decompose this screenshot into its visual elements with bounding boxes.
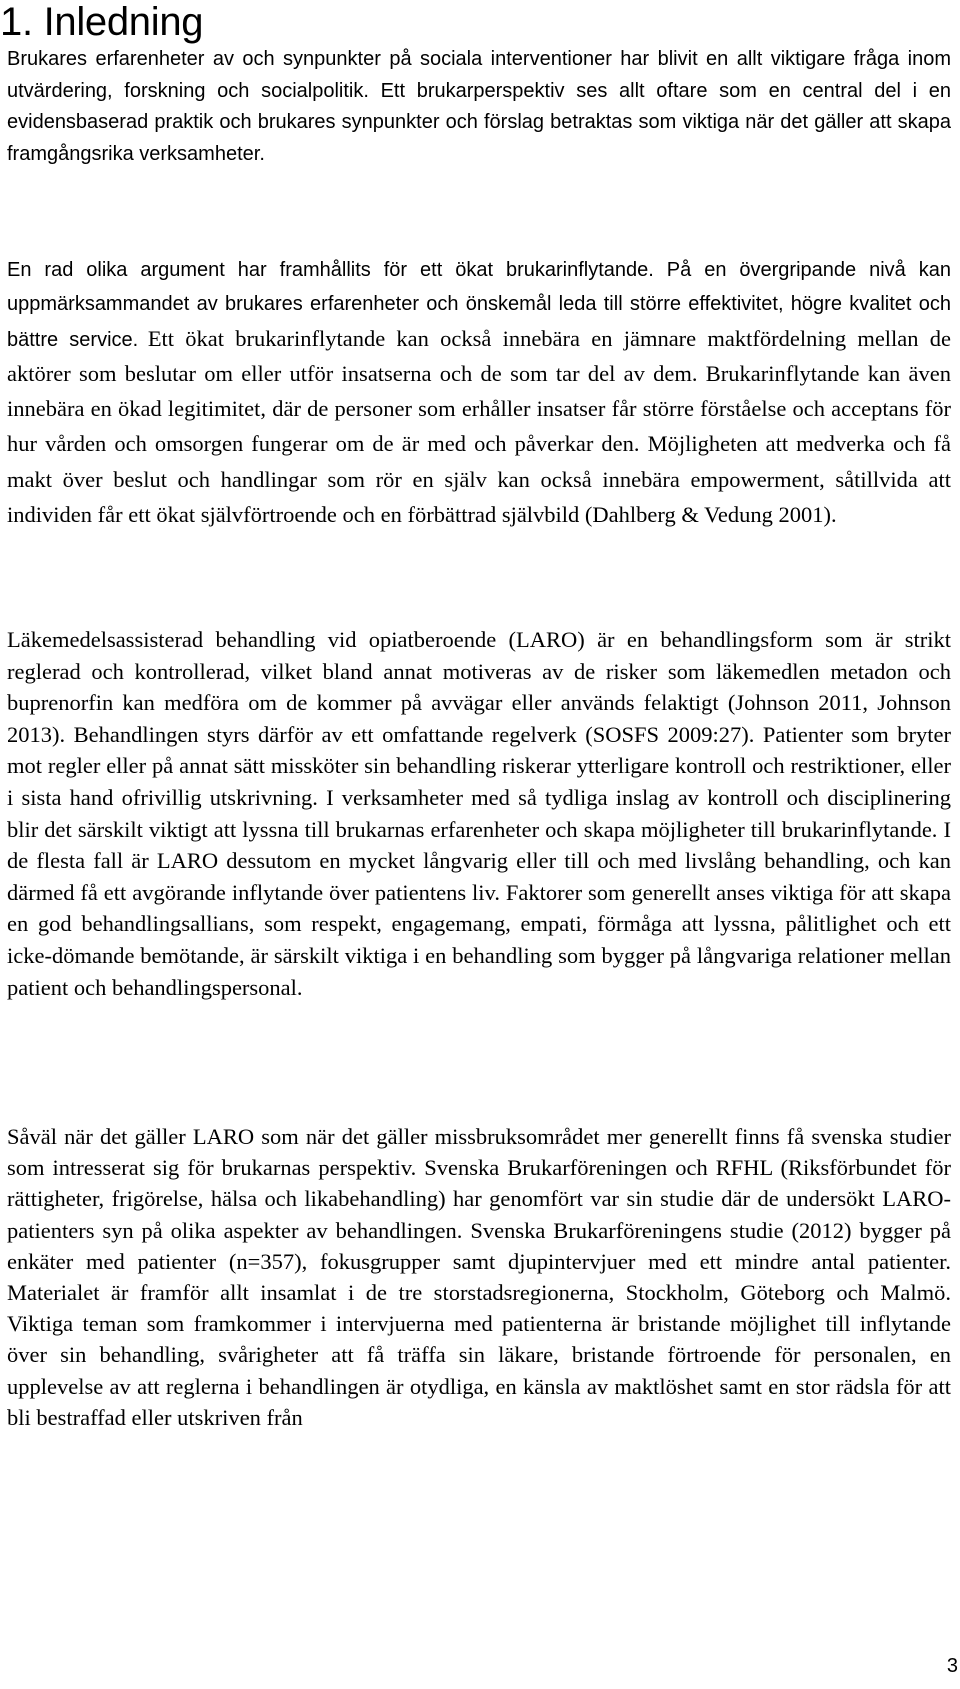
laro-paragraph: Läkemedelsassisterad behandling vid opiatberoende (LARO) är en behandlingsform som är strikt reglerad och kontrollerad, vilket bland annat motiveras av de risker som läkemedlen metadon och buprenorfin kan medföra om de kommer på avvägar eller används felaktigt (Johnson 2011, Johnson 2013). Behandlingen styrs därför av ett omfattande regelverk (SOSFS 2009:27). Patienter som bryter mot regler eller på annat sätt missköter sin behandling riskerar ytterligare kontroll och restriktioner, eller i sista hand ofrivillig utskrivning. I verksamheter med så tydliga inslag av kontroll och disciplinering blir det särskilt viktigt att lyssna till brukarnas erfarenheter och skapa möjligheter till brukarinflytande. I de flesta fall är LARO dessutom en mycket långvarig eller till och med livslång behandling, och kan därmed få ett avgörande inflytande över patientens liv. Faktorer som generellt anses viktiga för att skapa en god behandlingsallians, som respekt, engagemang, empati, förmåga att lyssna, pålitlighet och ett icke-dömande bemötande, är särskilt viktiga i en behandling som bygger på långvariga relationer mellan patient och behandlingspersonal. bbox=[7, 627, 951, 1000]
intro-paragraph: Brukares erfarenheter av och synpunkter på sociala interventioner har blivit en allt viktigare fråga inom utvärdering, forskning och socialpolitik. Ett brukarperspektiv ses allt oftare som en central del i en evidensbaserad praktik och brukares synpunkter och förslag betraktas som viktiga när det gäller att skapa framgångsrika verksamheter. bbox=[7, 48, 951, 165]
arguments-sentence-sans: En rad olika argument har framhållits för ett ökat brukarinflytande. På en övergripande nivå kan uppmärksammandet av brukares erfarenheter och önskemål leda till större effektivitet, högre kvalitet och bättre service. bbox=[7, 259, 951, 351]
arguments-paragraph bbox=[7, 254, 951, 534]
section-heading: 1. Inledning bbox=[0, 0, 204, 44]
studies-paragraph: Såväl när det gäller LARO som när det gäller missbruksområdet mer generellt finns få svenska studier som intresserat sig för brukarnas perspektiv. Svenska Brukarföreningen och RFHL (Riksförbundet för rättigheter, frigörelse, hälsa och likabehandling) har genomfört var sin studie där de undersökt LARO-patienters syn på olika aspekter av behandlingen. Svenska Brukarföreningens studie (2012) bygger på enkäter med patienter (n=357), fokusgrupper samt djupintervjuer med ett mindre antal patienter. Materialet är framför allt insamlat i de tre storstadsregionerna, Stockholm, Göteborg och Malmö. Viktiga teman som framkommer i intervjuerna med patienterna är bristande möjlighet till inflytande över sin behandling, svårigheter att få träffa sin läkare, bristande förtroende för personalen, en upplevelse av att reglerna i behandlingen är otydliga, en känsla av maktlöshet samt en stor rädsla för att bli bestraffad eller utskriven från bbox=[7, 1124, 951, 1430]
page-number: 3 bbox=[946, 1655, 958, 1677]
arguments-sentence-serif: Ett ökat brukarinflytande kan också innebära en jämnare maktfördelning mellan de aktörer som beslutar om eller utför insatserna och de som tar del av dem. Brukarinflytande kan även innebära en ökad legitimitet, där de personer som erhåller insatser får större förståelse och acceptans för hur vården och omsorgen fungerar om de är med och påverkar den. Möjligheten att medverka och få makt över beslut och handlingar som rör en själv kan också innebära empowerment, såtillvida att individen får ett ökat självförtroende och en förbättrad självbild (Dahlberg & Vedung 2001). bbox=[7, 325, 952, 528]
